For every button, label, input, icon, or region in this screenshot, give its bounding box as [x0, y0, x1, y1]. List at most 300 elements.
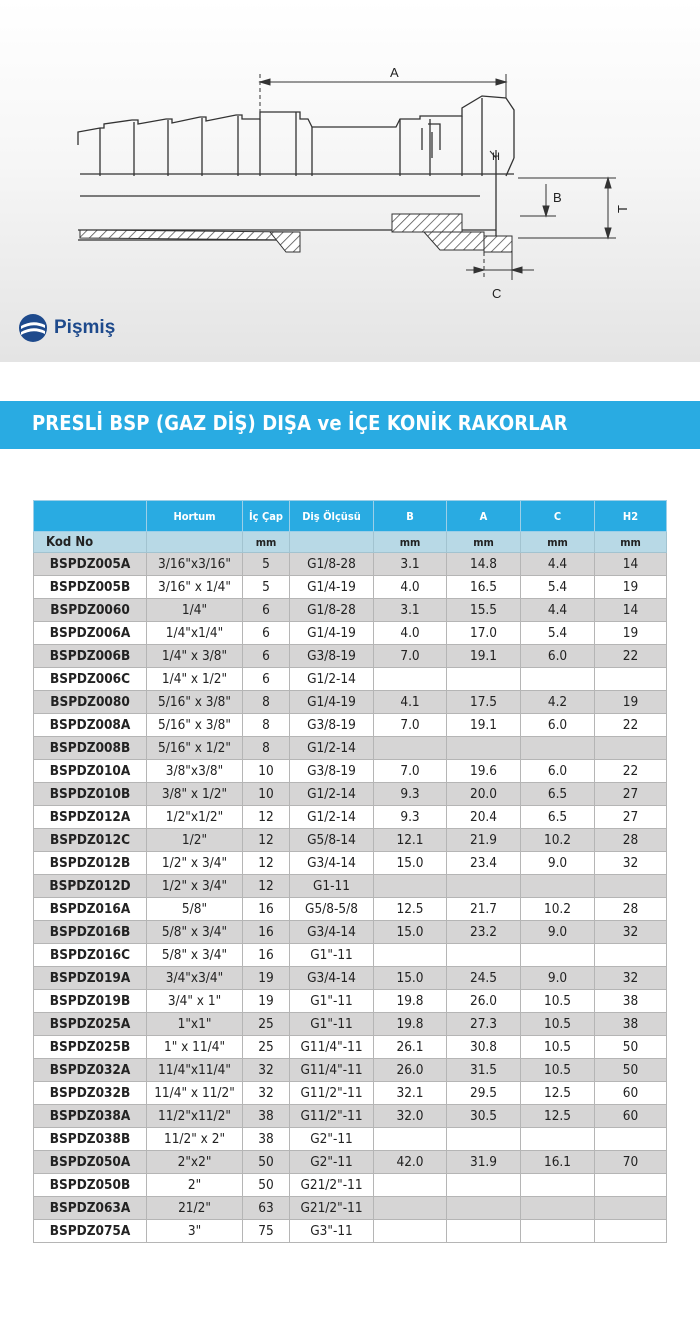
table-cell: 22: [595, 714, 667, 737]
table-cell: 50: [595, 1059, 667, 1082]
product-code-cell: BSPDZ038B: [34, 1128, 147, 1151]
table-cell: 16: [243, 944, 290, 967]
table-cell: G3"-11: [290, 1220, 374, 1243]
table-row: [34, 921, 667, 944]
table-cell: 22: [595, 760, 667, 783]
unit-header: [147, 532, 243, 553]
table-cell: 5/8" x 3/4": [147, 921, 243, 944]
product-code-cell: BSPDZ006A: [34, 622, 147, 645]
table-cell: 21/2": [147, 1197, 243, 1220]
title-banner: [0, 401, 700, 449]
table-cell: 14.8: [447, 553, 521, 576]
table-cell: 4.0: [374, 576, 447, 599]
product-code-cell: BSPDZ025B: [34, 1036, 147, 1059]
table-cell: 17.0: [447, 622, 521, 645]
table-row: [34, 599, 667, 622]
product-code-cell: BSPDZ016B: [34, 921, 147, 944]
table-cell: 8: [243, 691, 290, 714]
brand-name: Pişmiş: [54, 317, 116, 338]
table-cell: 28: [595, 829, 667, 852]
table-cell: 3/8"x3/8": [147, 760, 243, 783]
table-cell: 1/4" x 3/8": [147, 645, 243, 668]
table-cell: 63: [243, 1197, 290, 1220]
dimension-label-c: C: [492, 286, 502, 301]
table-cell: G1/4-19: [290, 622, 374, 645]
table-cell: [521, 1197, 595, 1220]
table-cell: 32: [243, 1082, 290, 1105]
table-cell: G3/8-19: [290, 714, 374, 737]
table-cell: [447, 737, 521, 760]
table-cell: 5: [243, 553, 290, 576]
table-cell: 11/4"x11/4": [147, 1059, 243, 1082]
table-cell: G1/2-14: [290, 806, 374, 829]
table-cell: 4.4: [521, 599, 595, 622]
table-cell: 28: [595, 898, 667, 921]
table-cell: 1/2" x 3/4": [147, 852, 243, 875]
table-cell: 31.9: [447, 1151, 521, 1174]
product-code-cell: BSPDZ050A: [34, 1151, 147, 1174]
table-cell: [374, 1128, 447, 1151]
table-cell: 5.4: [521, 622, 595, 645]
table-cell: 30.8: [447, 1036, 521, 1059]
table-cell: 5/16" x 3/8": [147, 714, 243, 737]
table-cell: 19: [243, 990, 290, 1013]
unit-header: mm: [243, 532, 290, 553]
table-cell: [374, 668, 447, 691]
table-cell: [595, 944, 667, 967]
table-cell: 32: [595, 921, 667, 944]
dimension-lines: [260, 74, 616, 280]
table-cell: [521, 1220, 595, 1243]
table-row: [34, 737, 667, 760]
table-cell: 12: [243, 875, 290, 898]
table-cell: [595, 1220, 667, 1243]
table-cell: 14: [595, 553, 667, 576]
table-cell: 10.5: [521, 1059, 595, 1082]
table-row: [34, 1082, 667, 1105]
product-code-cell: BSPDZ016C: [34, 944, 147, 967]
table-row: [34, 1105, 667, 1128]
table-cell: 12: [243, 852, 290, 875]
table-cell: 1/4" x 1/2": [147, 668, 243, 691]
kod-no-header: Kod No: [34, 532, 147, 553]
product-code-cell: BSPDZ012A: [34, 806, 147, 829]
column-header: H2: [595, 501, 667, 532]
table-cell: 25: [243, 1036, 290, 1059]
table-cell: 19: [595, 691, 667, 714]
table-cell: [374, 1174, 447, 1197]
table-cell: G5/8-5/8: [290, 898, 374, 921]
table-cell: G21/2"-11: [290, 1197, 374, 1220]
unit-header: mm: [447, 532, 521, 553]
brand-logo-icon: [18, 313, 48, 343]
table-cell: 16: [243, 898, 290, 921]
table-cell: 6: [243, 645, 290, 668]
table-cell: 3": [147, 1220, 243, 1243]
table-cell: 38: [243, 1128, 290, 1151]
table-cell: 6.5: [521, 783, 595, 806]
column-header: [34, 501, 147, 532]
table-cell: 20.0: [447, 783, 521, 806]
product-table: [33, 500, 667, 1243]
table-row: [34, 1151, 667, 1174]
table-cell: 8: [243, 714, 290, 737]
table-row: [34, 783, 667, 806]
table-cell: 60: [595, 1082, 667, 1105]
table-cell: G1/8-28: [290, 553, 374, 576]
table-row: [34, 1036, 667, 1059]
table-cell: 70: [595, 1151, 667, 1174]
table-cell: 4.2: [521, 691, 595, 714]
table-cell: 16.5: [447, 576, 521, 599]
table-cell: [595, 1174, 667, 1197]
table-cell: 7.0: [374, 714, 447, 737]
table-cell: 6.0: [521, 645, 595, 668]
table-cell: G21/2"-11: [290, 1174, 374, 1197]
table-cell: [521, 1128, 595, 1151]
table-cell: 24.5: [447, 967, 521, 990]
table-cell: 19: [595, 622, 667, 645]
table-cell: 5: [243, 576, 290, 599]
table-cell: [521, 668, 595, 691]
table-cell: [447, 1197, 521, 1220]
column-header: Diş Ölçüsü: [290, 501, 374, 532]
table-cell: G11/4"-11: [290, 1059, 374, 1082]
dimension-label-h: H: [492, 151, 500, 163]
table-row: [34, 622, 667, 645]
product-code-cell: BSPDZ0060: [34, 599, 147, 622]
table-cell: 3/16"x3/16": [147, 553, 243, 576]
table-cell: [595, 875, 667, 898]
table-cell: 32.1: [374, 1082, 447, 1105]
unit-header: [290, 532, 374, 553]
table-cell: 3/4" x 1": [147, 990, 243, 1013]
unit-header: mm: [521, 532, 595, 553]
table-cell: [521, 737, 595, 760]
product-code-cell: BSPDZ005A: [34, 553, 147, 576]
product-code-cell: BSPDZ016A: [34, 898, 147, 921]
table-cell: 42.0: [374, 1151, 447, 1174]
table-cell: G11/2"-11: [290, 1105, 374, 1128]
table-row: [34, 760, 667, 783]
product-code-cell: BSPDZ008B: [34, 737, 147, 760]
table-cell: 4.0: [374, 622, 447, 645]
product-code-cell: BSPDZ063A: [34, 1197, 147, 1220]
table-cell: 8: [243, 737, 290, 760]
table-cell: 25: [243, 1013, 290, 1036]
table-body: [34, 553, 667, 1243]
table-cell: G11/2"-11: [290, 1082, 374, 1105]
product-code-cell: BSPDZ038A: [34, 1105, 147, 1128]
table-cell: 29.5: [447, 1082, 521, 1105]
table-cell: G1"-11: [290, 990, 374, 1013]
product-code-cell: BSPDZ0080: [34, 691, 147, 714]
table-cell: 3/16" x 1/4": [147, 576, 243, 599]
table-cell: 7.0: [374, 645, 447, 668]
table-cell: 38: [595, 1013, 667, 1036]
table-cell: 23.4: [447, 852, 521, 875]
table-cell: 1/4"x1/4": [147, 622, 243, 645]
product-code-cell: BSPDZ012D: [34, 875, 147, 898]
drawing-panel: [0, 0, 700, 362]
table-cell: 19.1: [447, 645, 521, 668]
product-code-cell: BSPDZ005B: [34, 576, 147, 599]
column-header: Hortum: [147, 501, 243, 532]
table-row: [34, 1128, 667, 1151]
table-cell: 10: [243, 760, 290, 783]
table-cell: [521, 944, 595, 967]
table-cell: 12: [243, 829, 290, 852]
table-cell: 50: [243, 1151, 290, 1174]
table-cell: 19.1: [447, 714, 521, 737]
table-cell: 4.4: [521, 553, 595, 576]
table-cell: 1" x 11/4": [147, 1036, 243, 1059]
table-cell: G3/8-19: [290, 760, 374, 783]
table-cell: 12.5: [521, 1082, 595, 1105]
table-cell: 32: [595, 967, 667, 990]
table-row: [34, 1197, 667, 1220]
table-row: [34, 806, 667, 829]
table-row: [34, 576, 667, 599]
dimension-label-a: A: [390, 65, 399, 80]
table-cell: 15.0: [374, 852, 447, 875]
column-header: C: [521, 501, 595, 532]
table-cell: [447, 1128, 521, 1151]
table-row: [34, 875, 667, 898]
product-code-cell: BSPDZ010A: [34, 760, 147, 783]
table-cell: 32: [243, 1059, 290, 1082]
product-code-cell: BSPDZ032B: [34, 1082, 147, 1105]
table-cell: 20.4: [447, 806, 521, 829]
table-row: [34, 1013, 667, 1036]
table-cell: 3.1: [374, 599, 447, 622]
table-cell: G1/4-19: [290, 576, 374, 599]
column-header: B: [374, 501, 447, 532]
table-cell: 60: [595, 1105, 667, 1128]
table-cell: 5/16" x 3/8": [147, 691, 243, 714]
table-cell: 16.1: [521, 1151, 595, 1174]
table-cell: 3/4"x3/4": [147, 967, 243, 990]
table-cell: [447, 668, 521, 691]
table-cell: 19: [243, 967, 290, 990]
page-title: PRESLİ BSP (GAZ DİŞ) DIŞA ve İÇE KONİK RAKORLAR: [32, 411, 568, 435]
table-cell: [447, 875, 521, 898]
table-cell: [595, 1197, 667, 1220]
table-cell: 10: [243, 783, 290, 806]
table-cell: G1/4-19: [290, 691, 374, 714]
product-code-cell: BSPDZ006C: [34, 668, 147, 691]
table-cell: 12.5: [374, 898, 447, 921]
table-cell: [521, 1174, 595, 1197]
table-cell: 12.1: [374, 829, 447, 852]
table-cell: [374, 1197, 447, 1220]
table-row: [34, 852, 667, 875]
table-cell: G3/4-14: [290, 852, 374, 875]
section-hatch: [80, 214, 512, 252]
table-cell: [595, 737, 667, 760]
table-cell: 5/8": [147, 898, 243, 921]
table-cell: G1/2-14: [290, 783, 374, 806]
table-cell: 23.2: [447, 921, 521, 944]
table-cell: 38: [595, 990, 667, 1013]
table-cell: 27.3: [447, 1013, 521, 1036]
table-cell: 11/2"x11/2": [147, 1105, 243, 1128]
table-cell: 50: [595, 1036, 667, 1059]
table-cell: [595, 1128, 667, 1151]
table-row: [34, 829, 667, 852]
table-cell: G3/8-19: [290, 645, 374, 668]
table-cell: 16: [243, 921, 290, 944]
product-code-cell: BSPDZ012C: [34, 829, 147, 852]
table-cell: 38: [243, 1105, 290, 1128]
table-cell: [447, 1174, 521, 1197]
table-row: [34, 967, 667, 990]
fitting-technical-drawing: [0, 0, 700, 362]
unit-header: mm: [374, 532, 447, 553]
table-cell: 15.0: [374, 921, 447, 944]
table-cell: 19.6: [447, 760, 521, 783]
brand-logo: [18, 313, 115, 343]
table-cell: G5/8-14: [290, 829, 374, 852]
table-cell: 17.5: [447, 691, 521, 714]
table-cell: 26.1: [374, 1036, 447, 1059]
table-cell: 31.5: [447, 1059, 521, 1082]
table-cell: 9.0: [521, 921, 595, 944]
table-cell: 27: [595, 783, 667, 806]
product-code-cell: BSPDZ019B: [34, 990, 147, 1013]
table-cell: G1-11: [290, 875, 374, 898]
table-cell: 21.9: [447, 829, 521, 852]
table-cell: 19: [595, 576, 667, 599]
product-code-cell: BSPDZ050B: [34, 1174, 147, 1197]
table-cell: 10.5: [521, 1013, 595, 1036]
product-code-cell: BSPDZ075A: [34, 1220, 147, 1243]
table-cell: 9.0: [521, 967, 595, 990]
table-cell: 5/8" x 3/4": [147, 944, 243, 967]
table-cell: 6.5: [521, 806, 595, 829]
table-row: [34, 553, 667, 576]
table-cell: G11/4"-11: [290, 1036, 374, 1059]
table-cell: [374, 1220, 447, 1243]
table-row: [34, 714, 667, 737]
table-cell: 26.0: [374, 1059, 447, 1082]
dimension-label-b: B: [553, 190, 562, 205]
table-row: [34, 691, 667, 714]
table-cell: 1/2"x1/2": [147, 806, 243, 829]
table-row: [34, 990, 667, 1013]
table-header: [34, 501, 667, 553]
table-row: [34, 1059, 667, 1082]
table-row: [34, 898, 667, 921]
table-row: [34, 944, 667, 967]
table-cell: 4.1: [374, 691, 447, 714]
product-code-cell: BSPDZ032A: [34, 1059, 147, 1082]
table-cell: 9.3: [374, 783, 447, 806]
table-cell: 12: [243, 806, 290, 829]
product-code-cell: BSPDZ019A: [34, 967, 147, 990]
dimension-label-t: T: [615, 205, 630, 213]
table-cell: 10.2: [521, 829, 595, 852]
table-cell: 6.0: [521, 714, 595, 737]
product-code-cell: BSPDZ012B: [34, 852, 147, 875]
table-cell: 32: [595, 852, 667, 875]
table-row: [34, 1220, 667, 1243]
table-cell: 21.7: [447, 898, 521, 921]
table-cell: 9.0: [521, 852, 595, 875]
table-cell: 10.2: [521, 898, 595, 921]
table-cell: 6: [243, 622, 290, 645]
table-cell: G1/2-14: [290, 668, 374, 691]
table-cell: G1/2-14: [290, 737, 374, 760]
table-cell: G3/4-14: [290, 967, 374, 990]
table-cell: 7.0: [374, 760, 447, 783]
table-cell: 11/4" x 11/2": [147, 1082, 243, 1105]
table-cell: 10.5: [521, 990, 595, 1013]
table-cell: 75: [243, 1220, 290, 1243]
column-header: A: [447, 501, 521, 532]
table-cell: 2"x2": [147, 1151, 243, 1174]
table-row: [34, 1174, 667, 1197]
table-cell: 3.1: [374, 553, 447, 576]
table-cell: 22: [595, 645, 667, 668]
table-cell: 2": [147, 1174, 243, 1197]
table-cell: 6: [243, 668, 290, 691]
column-header: İç Çap: [243, 501, 290, 532]
product-code-cell: BSPDZ008A: [34, 714, 147, 737]
table-cell: G2"-11: [290, 1151, 374, 1174]
table-cell: 19.8: [374, 1013, 447, 1036]
table-cell: 5.4: [521, 576, 595, 599]
table-cell: 15.0: [374, 967, 447, 990]
product-code-cell: BSPDZ025A: [34, 1013, 147, 1036]
table-cell: 6: [243, 599, 290, 622]
table-cell: 50: [243, 1174, 290, 1197]
table-cell: G1"-11: [290, 944, 374, 967]
table-cell: [374, 944, 447, 967]
product-code-cell: BSPDZ010B: [34, 783, 147, 806]
table-cell: 1/2" x 3/4": [147, 875, 243, 898]
table-cell: [521, 875, 595, 898]
table-row: [34, 645, 667, 668]
table-cell: [595, 668, 667, 691]
table-cell: [374, 737, 447, 760]
table-cell: G1/8-28: [290, 599, 374, 622]
product-code-cell: BSPDZ006B: [34, 645, 147, 668]
table-cell: [447, 1220, 521, 1243]
column-header-row: [34, 501, 667, 532]
unit-header: mm: [595, 532, 667, 553]
table-cell: 32.0: [374, 1105, 447, 1128]
table-cell: 15.5: [447, 599, 521, 622]
table-cell: 1"x1": [147, 1013, 243, 1036]
table-cell: 11/2" x 2": [147, 1128, 243, 1151]
table-cell: 3/8" x 1/2": [147, 783, 243, 806]
table-cell: [374, 875, 447, 898]
table-cell: G3/4-14: [290, 921, 374, 944]
table-cell: G2"-11: [290, 1128, 374, 1151]
table-cell: 12.5: [521, 1105, 595, 1128]
table-cell: 1/4": [147, 599, 243, 622]
table-cell: 10.5: [521, 1036, 595, 1059]
table-cell: 30.5: [447, 1105, 521, 1128]
table-row: [34, 668, 667, 691]
table-cell: 26.0: [447, 990, 521, 1013]
table-cell: 9.3: [374, 806, 447, 829]
table-cell: 6.0: [521, 760, 595, 783]
unit-header-row: [34, 532, 667, 553]
table-cell: 27: [595, 806, 667, 829]
table-cell: 1/2": [147, 829, 243, 852]
